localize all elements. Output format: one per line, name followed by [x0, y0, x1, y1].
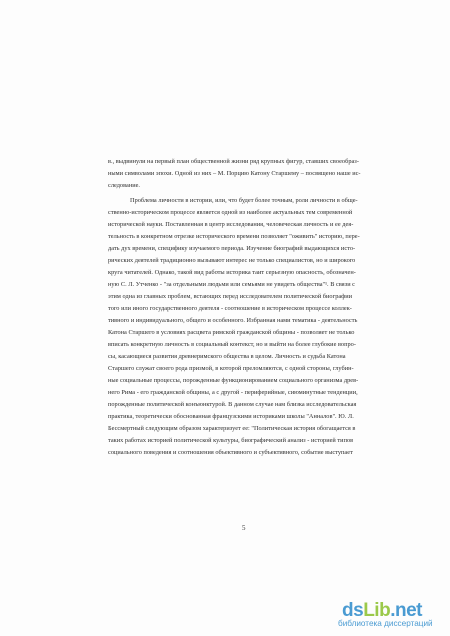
logo-lib: Lib	[363, 600, 391, 621]
text-line: этим одна из главных проблем, встающих перед исследователем политической биографии	[108, 293, 353, 300]
text-line: в., выдвинули на первый план общественной жизни ряд крупных фигур, ставших своеобраз-	[108, 158, 359, 165]
text-line: следование.	[108, 182, 141, 189]
logo-ds: ds	[342, 600, 364, 621]
text-line: дать дух времени, специфику изучаемого периода. Изучение биографий выдающихся исто-	[108, 245, 356, 252]
text-line: исторической науки. Поставленная в центр исследования, человеческая личность и ее дея-	[108, 221, 354, 228]
text-line: тивного и индивидуального, общего и особенного. Избранная нами тематика - деятельность	[108, 317, 358, 324]
text-line: Бессмертный следующим образом характеризует ее: "Политическая история обогащается в	[108, 425, 356, 432]
text-line: ными символами эпохи. Одной из них – М. Порцию Катону Старшему – посвящено наше ис-	[108, 170, 361, 177]
text-line: ные социальные процессы, порожденные функционированием социального организма древ-	[108, 377, 359, 384]
text-line: ственно-историческом процессе является одной из наиболее актуальных тем современной	[108, 209, 353, 216]
logo-net: .net	[390, 600, 422, 621]
text-line: ную С. Л. Утченко - "за отдельными людьми или семьями не увидеть общества"¹. В связи с	[108, 281, 355, 288]
watermark-subtitle: библиотека диссертаций	[338, 619, 433, 628]
text-line: таких работах историей политической культуры, биографический анализ - историей типов	[108, 437, 354, 444]
text-line: рических деятелей традиционно вызывают интерес не только специалистов, но и широкого	[108, 257, 356, 264]
text-line: тельность в конкретном отрезке исторического времени позволяет "оживить" историю, пере-	[108, 233, 360, 240]
text-line: Катона Старшего в условиях расцвета римской гражданской общины - позволяет не только	[108, 329, 355, 336]
text-line: порожденные политической конъюнктурой. В данном случае нам близка исследовательская	[108, 401, 357, 408]
dslib-watermark[interactable]	[328, 600, 440, 630]
page-number: 5	[242, 524, 246, 532]
text-line: практика, теоретически обоснованная французскими историками школы "Анналов". Ю. Л.	[108, 413, 354, 420]
text-line: Проблема личности в истории, или, что будет более точным, роли личности в обще-	[130, 197, 358, 204]
text-line: сы, касающиеся развития древнеримского общества в целом. Личность и судьба Катона	[108, 353, 346, 360]
text-line: Старшего служат своего рода призмой, в которой преломляются, с одной стороны, глубин-	[108, 365, 354, 372]
text-line: вписать конкретную личность в социальный контекст, но и выйти на более глубокие вопро-	[108, 341, 356, 348]
text-line: него Рима - его гражданской общины, а с другой - периферийные, сиюминутные тенденции,	[108, 389, 358, 396]
text-line: круга читателей. Однако, такой вид работы историка таит серьезную опасность, обозначен-	[108, 269, 356, 276]
text-line: социального поведения и соотношения объективного и субъективного, событие выступает	[108, 449, 353, 456]
text-line: того или иного государственного деятеля - соотношение в историческом процессе коллек-	[108, 305, 352, 312]
